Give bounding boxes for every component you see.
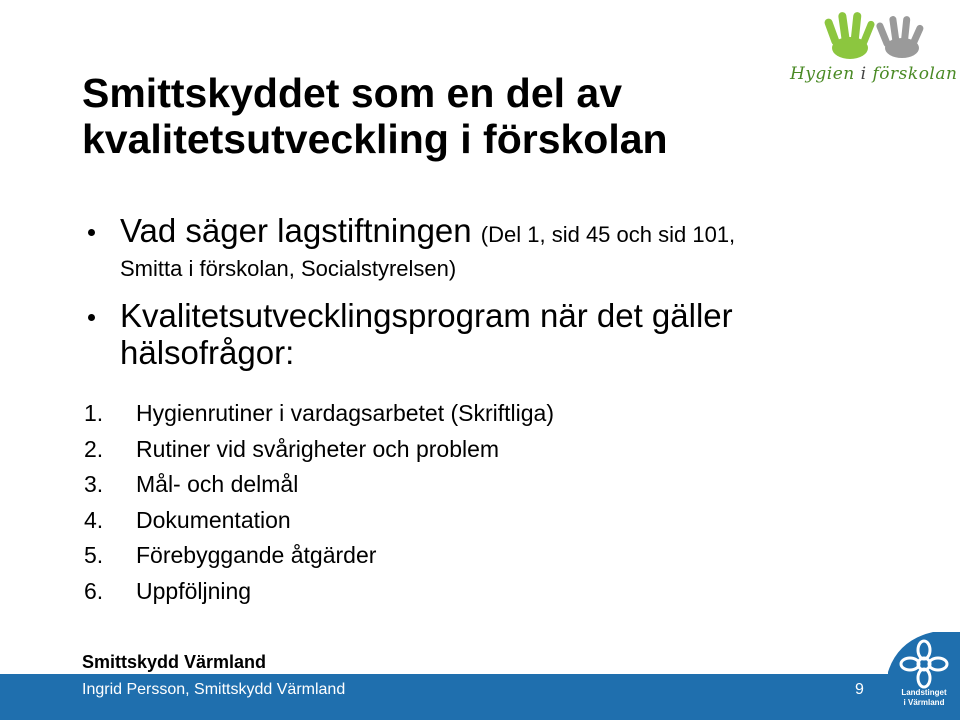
bullet-item: [84, 297, 864, 371]
numbered-item-index: 1.: [84, 400, 104, 426]
numbered-item: [84, 574, 784, 610]
numbered-item-text: Rutiner vid svårigheter och problem: [136, 435, 500, 462]
numbered-item: [84, 503, 784, 539]
logo-word-forskolan: förskolan: [872, 64, 958, 84]
bullet-item: [84, 212, 864, 285]
page-number: 9: [855, 681, 864, 698]
title-line-2: kvalitetsutveckling i förskolan: [82, 116, 668, 162]
numbered-item: [84, 538, 784, 574]
slide-title: [82, 70, 802, 162]
numbered-item-text: Mål- och delmål: [136, 471, 299, 497]
bullet-dot-icon: [88, 229, 95, 236]
emblem-line-1: Landstinget: [901, 688, 947, 697]
numbered-item-index: 6.: [84, 577, 104, 604]
bullet-main-text: Kvalitetsutvecklingsprogram när det gäller hälsofrågor:: [120, 297, 733, 371]
numbered-item: [84, 432, 784, 468]
logo-word-hygien: Hygien: [790, 64, 855, 84]
bullet-main-text: Vad säger lagstiftningen: [120, 212, 472, 249]
logo-text: [790, 64, 958, 84]
hand-print-icon: [820, 8, 940, 68]
emblem-line-2: i Värmland: [903, 698, 945, 707]
logo-word-i: i: [860, 64, 867, 84]
landstinget-emblem: [888, 632, 960, 720]
numbered-item-index: 3.: [84, 471, 104, 497]
numbered-item-index: 5.: [84, 542, 104, 568]
hygien-logo: [790, 8, 958, 98]
footer-organization: Smittskydd Värmland: [82, 652, 267, 672]
numbered-item: [84, 396, 784, 432]
numbered-item-index: 2.: [84, 435, 104, 462]
numbered-item: [84, 467, 784, 503]
numbered-item-text: Förebyggande åtgärder: [136, 542, 377, 568]
title-line-1: Smittskyddet som en del av: [82, 70, 623, 116]
numbered-item-text: Hygienrutiner i vardagsarbetet (Skriftliga): [136, 400, 555, 426]
numbered-item-index: 4.: [84, 506, 104, 533]
bullet-dot-icon: [88, 314, 95, 321]
bullet-list: [84, 212, 864, 383]
bullet-sub-text: (Del 1, sid 45 och sid 101,: [480, 222, 736, 247]
numbered-item-text: Dokumentation: [136, 506, 291, 533]
footer-author: Ingrid Persson, Smittskydd Värmland: [82, 681, 346, 698]
emblem-text: [888, 688, 960, 708]
numbered-list: [84, 396, 784, 609]
bullet-sub-text-2: Smitta i förskolan, Socialstyrelsen): [120, 256, 457, 281]
numbered-item-text: Uppföljning: [136, 577, 252, 604]
